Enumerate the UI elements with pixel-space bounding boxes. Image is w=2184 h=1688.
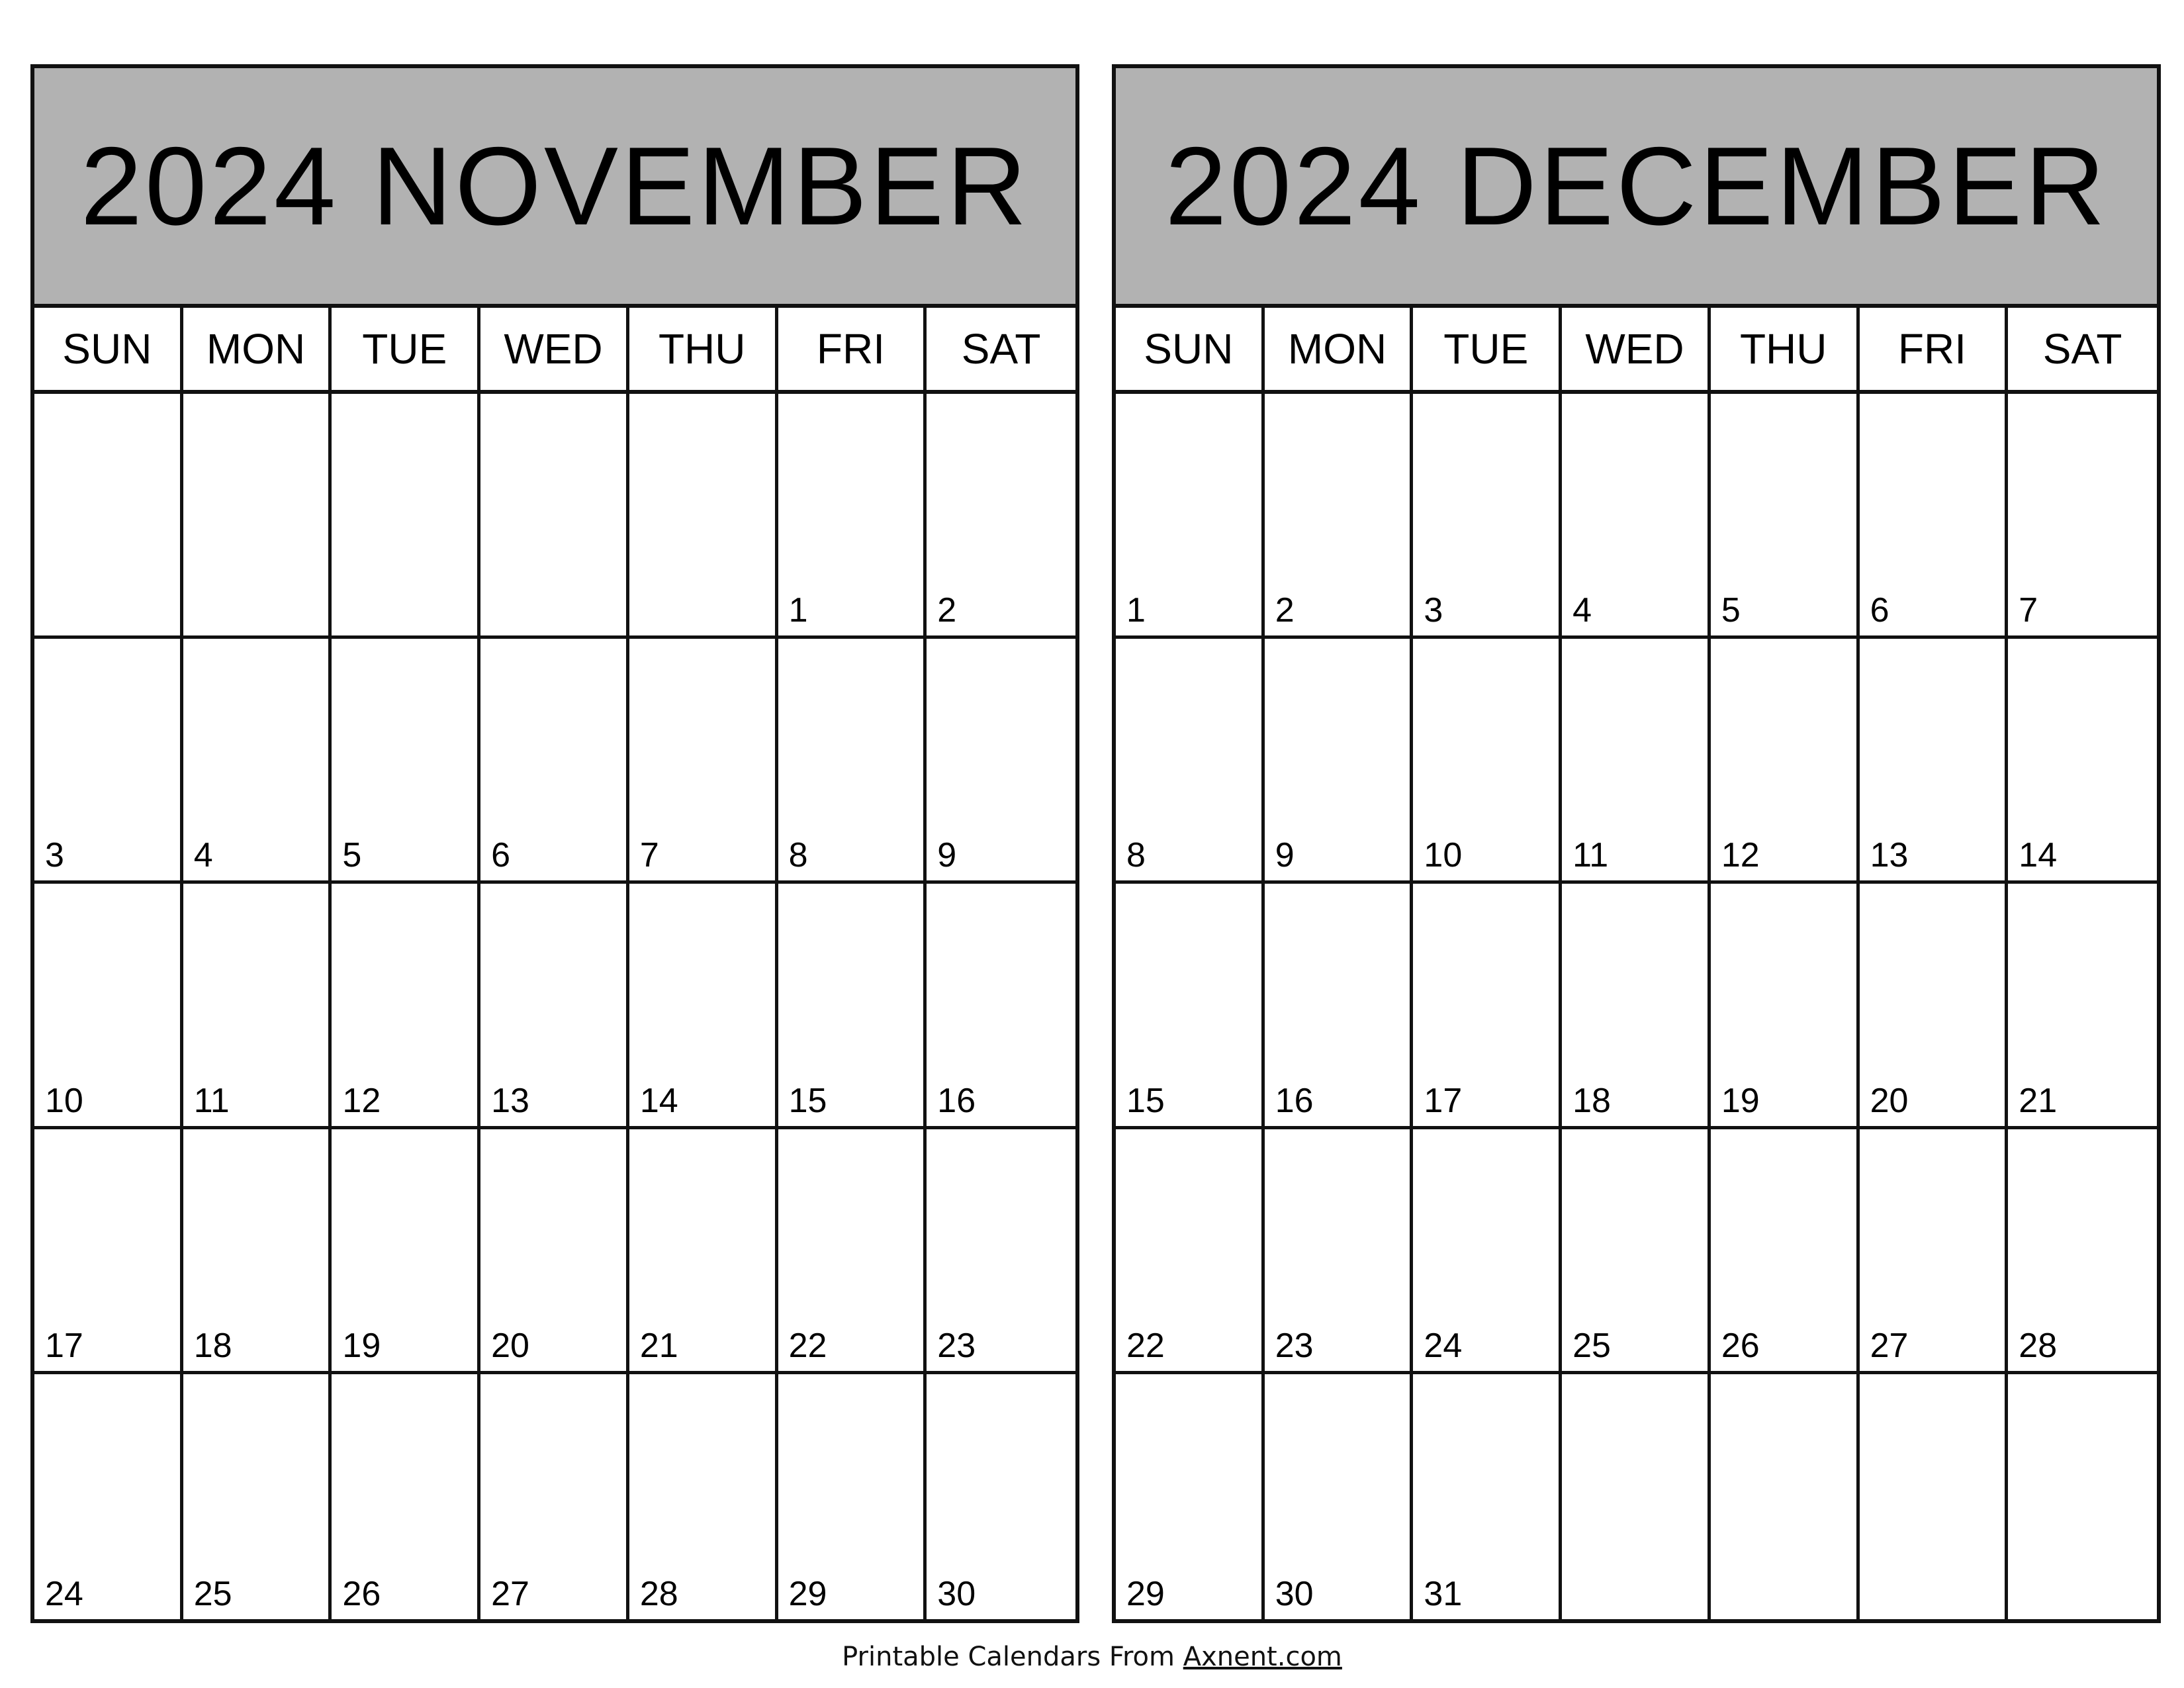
day-cell: [332, 1374, 480, 1619]
day-cell: [183, 394, 332, 639]
day-number: 12: [1721, 836, 1760, 875]
day-cell: [183, 884, 332, 1129]
day-number: 24: [45, 1575, 83, 1613]
day-number: 16: [1275, 1081, 1314, 1120]
day-cell: [778, 639, 927, 884]
day-number: 2: [1275, 591, 1295, 630]
day-number: 27: [1870, 1326, 1909, 1365]
day-cell: [778, 394, 927, 639]
day-number: 26: [342, 1575, 381, 1613]
weekday-label: SAT: [2042, 325, 2122, 373]
day-cell: [1562, 394, 1711, 639]
day-cell: [2008, 884, 2157, 1129]
day-cell: [34, 1129, 183, 1374]
day-cell: [778, 884, 927, 1129]
day-number: 8: [788, 836, 808, 875]
weekday-label: WED: [1562, 308, 1711, 390]
day-number: 2: [937, 591, 957, 630]
day-cell: [34, 394, 183, 639]
day-cell: [480, 884, 629, 1129]
day-number: 13: [1870, 836, 1909, 875]
day-number: 24: [1424, 1326, 1463, 1365]
day-cell: [927, 1374, 1075, 1619]
day-cell: [1413, 884, 1562, 1129]
day-number: 18: [193, 1326, 232, 1365]
day-number: 4: [193, 836, 213, 875]
day-number: 27: [491, 1575, 529, 1613]
weekday-label: THU: [1711, 308, 1860, 390]
day-cell: [629, 884, 778, 1129]
day-cell: [1860, 884, 2009, 1129]
day-number: 15: [1126, 1081, 1165, 1120]
day-cell: [927, 884, 1075, 1129]
day-cell: [1265, 639, 1414, 884]
month-title: 2024 DECEMBER: [1165, 124, 2108, 248]
day-number: 29: [1126, 1575, 1165, 1613]
month-title: 2024 NOVEMBER: [80, 124, 1030, 248]
day-number: 9: [937, 836, 957, 875]
day-number: 29: [788, 1575, 827, 1613]
day-number: 23: [1275, 1326, 1314, 1365]
day-cell: [34, 884, 183, 1129]
day-number: 30: [937, 1575, 976, 1613]
day-cell: [332, 639, 480, 884]
weekday-label: THU: [629, 308, 778, 390]
weekday-label: WED: [480, 308, 629, 390]
day-cell: [1116, 884, 1265, 1129]
calendar-november: [30, 64, 1079, 1623]
day-number: 9: [1275, 836, 1295, 875]
day-number: 31: [1424, 1575, 1463, 1613]
day-cell: [1116, 394, 1265, 639]
day-cell: [1116, 639, 1265, 884]
weekday-label: TUE: [332, 308, 480, 390]
day-number: 28: [639, 1575, 678, 1613]
day-number: 3: [45, 836, 64, 875]
footer-link[interactable]: Axnent.com: [1183, 1642, 1342, 1672]
day-cell: [927, 394, 1075, 639]
calendar-december: [1112, 64, 2161, 1623]
day-number: 11: [1572, 836, 1609, 875]
day-cell: [1265, 884, 1414, 1129]
day-number: 17: [1424, 1081, 1463, 1120]
day-cell: [183, 1129, 332, 1374]
weekday-label: MON: [1265, 308, 1414, 390]
day-number: 5: [342, 836, 362, 875]
weekday-header-row: [1116, 308, 2157, 394]
month-header: [1116, 68, 2157, 308]
day-cell: [332, 1129, 480, 1374]
weekday-label: FRI: [778, 308, 927, 390]
day-number: 15: [788, 1081, 827, 1120]
footer-credit: [0, 1642, 2184, 1672]
day-cell: [1562, 884, 1711, 1129]
day-cell: [2008, 1129, 2157, 1374]
day-cell: [1413, 1129, 1562, 1374]
day-number: 23: [937, 1326, 976, 1365]
day-number: 13: [491, 1081, 529, 1120]
day-cell: [1711, 1374, 1860, 1619]
day-number: 12: [342, 1081, 381, 1120]
day-cell: [1860, 394, 2009, 639]
day-cell: [927, 1129, 1075, 1374]
day-number: 14: [2019, 836, 2058, 875]
day-number: 14: [639, 1081, 678, 1120]
day-cell: [1860, 1374, 2009, 1619]
day-number: 7: [2019, 591, 2038, 630]
day-cell: [1860, 639, 2009, 884]
day-number: 20: [491, 1326, 529, 1365]
day-number: 26: [1721, 1326, 1760, 1365]
day-number: 21: [2019, 1081, 2058, 1120]
weekday-label: SUN: [1116, 308, 1265, 390]
footer-prefix: Printable Calendars From: [842, 1642, 1183, 1672]
day-cell: [1265, 1129, 1414, 1374]
day-grid: [34, 394, 1075, 1619]
day-number: 20: [1870, 1081, 1909, 1120]
day-cell: [1711, 1129, 1860, 1374]
day-number: 19: [342, 1326, 381, 1365]
day-cell: [1116, 1374, 1265, 1619]
day-cell: [927, 639, 1075, 884]
day-cell: [778, 1129, 927, 1374]
day-cell: [480, 1129, 629, 1374]
day-cell: [1116, 1129, 1265, 1374]
day-number: 25: [193, 1575, 232, 1613]
day-number: 25: [1572, 1326, 1611, 1365]
day-cell: [1413, 639, 1562, 884]
day-number: 22: [788, 1326, 827, 1365]
day-number: 28: [2019, 1326, 2058, 1365]
day-number: 19: [1721, 1081, 1760, 1120]
day-cell: [1711, 394, 1860, 639]
weekday-label: MON: [183, 308, 332, 390]
day-number: 6: [491, 836, 511, 875]
day-cell: [1562, 1374, 1711, 1619]
day-cell: [629, 1374, 778, 1619]
day-cell: [183, 639, 332, 884]
day-number: 21: [639, 1326, 678, 1365]
day-cell: [480, 639, 629, 884]
day-cell: [480, 1374, 629, 1619]
day-number: 5: [1721, 591, 1741, 630]
day-number: 10: [1424, 836, 1463, 875]
weekday-label: SUN: [34, 308, 183, 390]
day-number: 18: [1572, 1081, 1611, 1120]
month-header: [34, 68, 1075, 308]
day-cell: [480, 394, 629, 639]
day-number: 22: [1126, 1326, 1165, 1365]
day-number: 1: [1126, 591, 1146, 630]
day-cell: [778, 1374, 927, 1619]
day-number: 16: [937, 1081, 976, 1120]
day-number: 6: [1870, 591, 1889, 630]
weekday-label: SAT: [961, 325, 1041, 373]
day-cell: [332, 394, 480, 639]
day-number: 4: [1572, 591, 1592, 630]
day-cell: [629, 639, 778, 884]
weekday-label: TUE: [1413, 308, 1562, 390]
day-number: 17: [45, 1326, 83, 1365]
day-cell: [34, 639, 183, 884]
day-cell: [2008, 639, 2157, 884]
day-cell: [1860, 1129, 2009, 1374]
day-cell: [1265, 394, 1414, 639]
day-cell: [1413, 1374, 1562, 1619]
day-cell: [1711, 639, 1860, 884]
day-number: 11: [193, 1081, 230, 1120]
day-number: 8: [1126, 836, 1146, 875]
day-cell: [1562, 639, 1711, 884]
weekday-header-row: [34, 308, 1075, 394]
day-cell: [183, 1374, 332, 1619]
day-cell: [2008, 1374, 2157, 1619]
day-number: 3: [1424, 591, 1443, 630]
day-cell: [629, 1129, 778, 1374]
weekday-label: FRI: [1860, 308, 2009, 390]
day-cell: [2008, 394, 2157, 639]
day-cell: [629, 394, 778, 639]
day-grid: [1116, 394, 2157, 1619]
day-cell: [1562, 1129, 1711, 1374]
day-cell: [1711, 884, 1860, 1129]
day-cell: [1413, 394, 1562, 639]
day-cell: [1265, 1374, 1414, 1619]
day-cell: [34, 1374, 183, 1619]
day-number: 10: [45, 1081, 83, 1120]
day-number: 7: [639, 836, 659, 875]
day-number: 1: [788, 591, 808, 630]
day-number: 30: [1275, 1575, 1314, 1613]
day-cell: [332, 884, 480, 1129]
